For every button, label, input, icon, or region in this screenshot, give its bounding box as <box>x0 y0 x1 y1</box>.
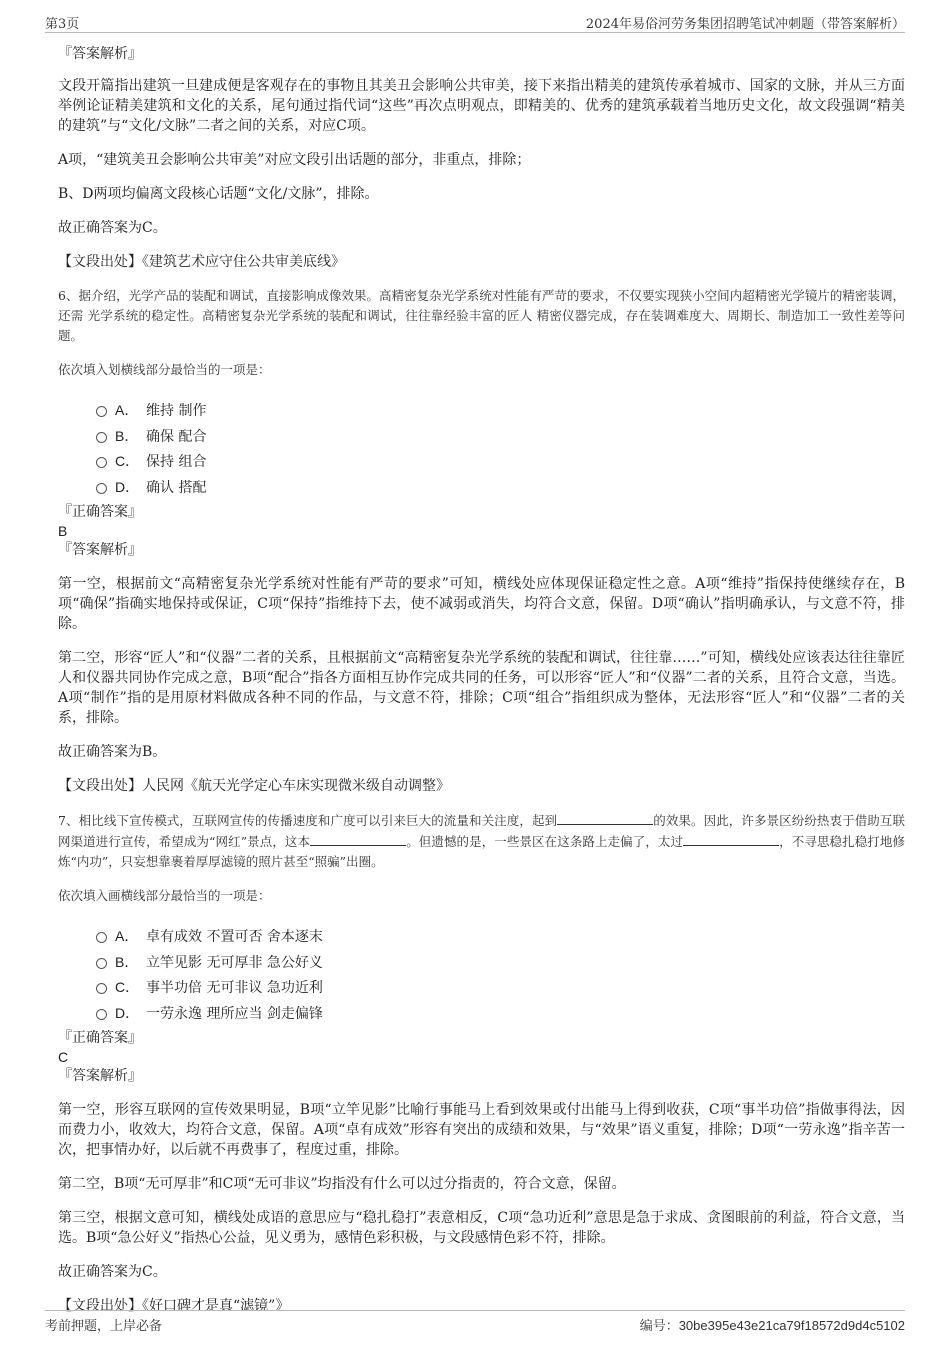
q6-option-d[interactable]: D． 确认 搭配 <box>58 477 905 503</box>
fill-blank <box>310 831 406 846</box>
q7-analysis-para: 第三空，根据文意可知，横线处成语的意思应与“稳扎稳打”表意相反，C项“急功近利”意思是急于求成、贪图眼前的利益，符合文意，当选。B项“急公好义”指热心公益，见义勇为，感情色彩积极，与文段感情色彩不符，排除。 <box>58 1210 905 1246</box>
q6-analysis-para: 第二空，形容“匠人”和“仪器”二者的关系，且根据前文“高精密复杂光学系统的装配和调试，往往靠……”可知，横线处应该表达往往靠匠人和仪器共同协作完成之意，B项“配合”指各方面相互协作完成共同的任务，可以形容“匠人”和“仪器”二者的关系，且符合文意，当选。A项“制作”指的是用原材料做成各种不同的作品，与文意不符，排除；C项“组合”指组织成为整体，无法形容“匠人”和“仪器”二者的关系，排除。 <box>58 650 905 726</box>
q7-question-text: 7、相比线下宣传模式，互联网宣传的传播速度和广度可以引来巨大的流量和关注度，起到 的效果。因此，许多景区纷纷热衷于借助互联网渠道进行宣传，希望成为“网红”景点，这本 。但遗憾的是，一些景区在这条路上走偏了，太过 ，不寻思稳扎稳打地修炼“内功”，只妄想靠裹着厚厚滤镜的照片甚至“照骗”出圈。 <box>58 810 905 872</box>
analysis-label: 『答案解析』 <box>58 1068 142 1084</box>
q7-option-a[interactable]: A． 卓有成效 不置可否 舍本逐末 <box>58 926 905 952</box>
q7-analysis-para: 故正确答案为C。 <box>58 1264 167 1280</box>
q5-analysis-para: B、D两项均偏离文段核心话题“文化/文脉”，排除。 <box>58 186 379 202</box>
q5-source: 【文段出处】《建筑艺术应守住公共审美底线》 <box>58 254 345 270</box>
q6-option-c[interactable]: C． 保持 组合 <box>58 451 905 477</box>
q6-option-b[interactable]: B． 确保 配合 <box>58 426 905 452</box>
q7-option-c[interactable]: C． 事半功倍 无可非议 急功近利 <box>58 977 905 1003</box>
q5-analysis-para: 文段开篇指出建筑一旦建成便是客观存在的事物且其美丑会影响公共审美，接下来指出精美的建筑传承着城市、国家的文脉，并从三方面举例论证精美建筑和文化的关系，尾句通过指代词“这些”再次点明观点，即精美的、优秀的建筑承载着当地历史文化，故文段强调“精美的建筑”与“文化/文脉”二者之间的关系，对应C项。 <box>58 78 905 134</box>
radio-button[interactable] <box>96 406 107 417</box>
q7-analysis-para: 第二空，B项“无可厚非”和C项“无可非议”均指没有什么可以过分指责的，符合文意，保留。 <box>58 1176 626 1192</box>
page-number: 第3页 <box>45 17 80 32</box>
q7-options <box>58 926 905 1028</box>
q7-option-b[interactable]: B． 立竿见影 无可厚非 急公好义 <box>58 952 905 978</box>
q6-answer: B <box>58 523 68 539</box>
q6-source: 【文段出处】人民网《航天光学定心车床实现微米级自动调整》 <box>58 778 450 794</box>
footer-slogan: 考前押题，上岸必备 <box>45 1319 163 1334</box>
q5-analysis-para: A项，“建筑美丑会影响公共审美”对应文段引出话题的部分，非重点，排除； <box>58 152 531 168</box>
analysis-label: 『答案解析』 <box>58 542 142 558</box>
page-header <box>45 10 905 33</box>
radio-button[interactable] <box>96 958 107 969</box>
analysis-label: 『答案解析』 <box>58 46 142 62</box>
page-footer <box>45 1310 905 1333</box>
q7-source: 【文段出处】《好口碑才是真“滤镜”》 <box>58 1298 290 1314</box>
q6-options <box>58 400 905 502</box>
q7-option-d[interactable]: D． 一劳永逸 理所应当 剑走偏锋 <box>58 1003 905 1029</box>
q6-prompt: 依次填入划横线部分最恰当的一项是： <box>58 362 271 377</box>
radio-button[interactable] <box>96 932 107 943</box>
document-code: 编号：30be395e43e21ca79f18572d9d4c5102 <box>639 1318 905 1333</box>
q7-prompt: 依次填入画横线部分最恰当的一项是： <box>58 888 271 903</box>
radio-button[interactable] <box>96 432 107 443</box>
q6-analysis-para: 故正确答案为B。 <box>58 744 167 760</box>
fill-blank <box>557 810 653 825</box>
q7-answer: C <box>58 1049 69 1065</box>
radio-button[interactable] <box>96 483 107 494</box>
q6-analysis-para: 第一空，根据前文“高精密复杂光学系统对性能有严苛的要求”可知，横线处应体现保证稳定性之意。A项“维持”指保持使继续存在，B项“确保”指确实地保持或保证，C项“保持”指维持下去，使不减弱或消失，均符合文意，保留。D项“确认”指明确承认，与文意不符，排除。 <box>58 576 905 632</box>
radio-button[interactable] <box>96 1009 107 1020</box>
q7-analysis-para: 第一空，形容互联网的宣传效果明显，B项“立竿见影”比喻行事能马上看到效果或付出能马上得到收获，C项“事半功倍”指做事得法，因而费力小，收效大，均符合文意，保留。A项“卓有成效”形容有突出的成绩和效果，与“效果”语义重复，排除；D项“一劳永逸”指辛苦一次，把事情办好，以后就不再费事了，程度过重，排除。 <box>58 1102 905 1158</box>
q5-analysis-para: 故正确答案为C。 <box>58 220 167 236</box>
radio-button[interactable] <box>96 983 107 994</box>
q6-question-text: 6、据介绍，光学产品的装配和调试，直接影响成像效果。高精密复杂光学系统对性能有严苛的要求，不仅要实现狭小空间内超精密光学镜片的精密装调，还需 光学系统的稳定性。高精密复杂光学系统的装配和调试，往往靠经验丰富的匠人 精密仪器完成，存在装调难度大、周期长、制造加工一致性差等问题。 <box>58 288 905 343</box>
page-content <box>58 44 905 1316</box>
correct-answer-label: 『正确答案』 <box>58 1030 142 1046</box>
correct-answer-label: 『正确答案』 <box>58 504 142 520</box>
document-title: 2024年易俗河劳务集团招聘笔试冲刺题（带答案解析） <box>585 17 905 32</box>
radio-button[interactable] <box>96 457 107 468</box>
fill-blank <box>683 831 779 846</box>
q6-option-a[interactable]: A． 维持 制作 <box>58 400 905 426</box>
